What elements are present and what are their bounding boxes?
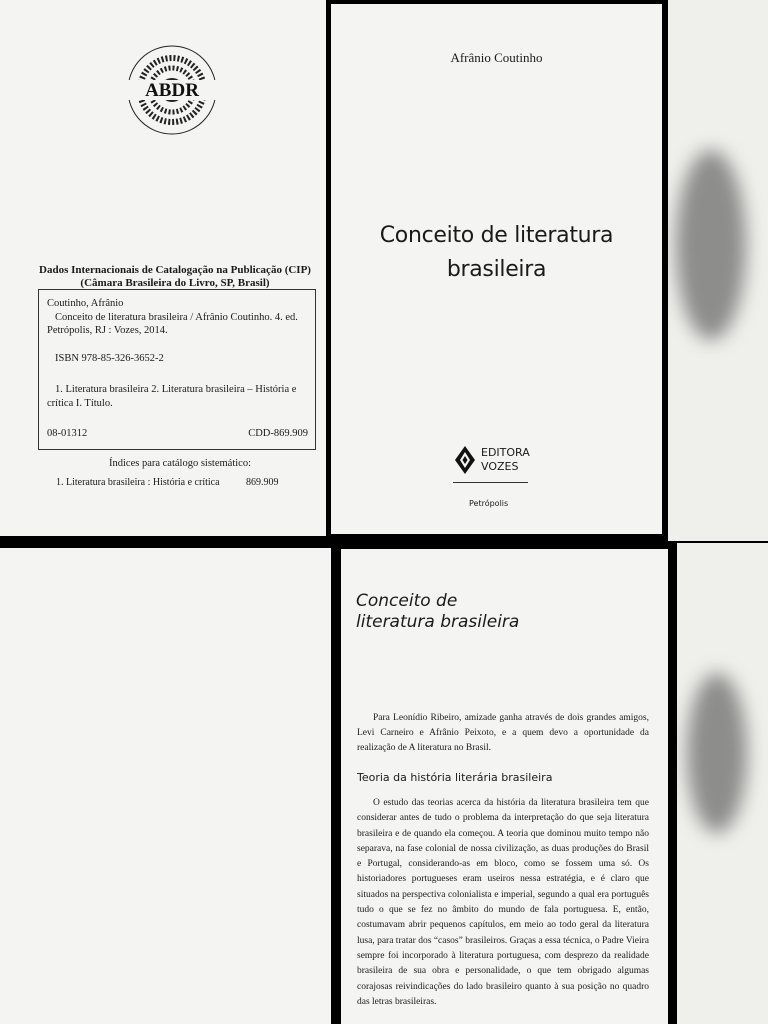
cip-title-entry: Conceito de literatura brasileira / Afrânio Coutinho. 4. ed.: [55, 312, 298, 323]
adjacent-page-edge-bottom: [677, 543, 768, 1024]
book-title-line-2: brasileira: [446, 257, 547, 282]
cip-control-number: 08-01312: [47, 428, 88, 439]
dedication-paragraph: Para Leonídio Ribeiro, amizade ganha através de dois grandes amigos, Levi Carneiro e Afrânio Peixoto, e a quem devo a oportunidade da realização de A literatura no Brasil.: [357, 713, 649, 753]
bleed-through-smudge: [676, 150, 746, 340]
vozes-logo-icon: [453, 444, 477, 476]
book-title-line-1: Conceito de literatura: [379, 223, 614, 248]
title-page: [331, 4, 662, 534]
cip-subjects-cont: crítica I. Título.: [47, 398, 113, 409]
publisher-city: Petrópolis: [469, 499, 509, 508]
abdr-seal-icon: [118, 36, 226, 144]
body-paragraph: O estudo das teorias acerca da história da literatura brasileira tem que considerar antes de tudo o problema da interpretação do que seja literatura brasileira e de quando ela começou. A teoria que dominou muito tempo não separava, na fase colonial de nossa civilização, as duas produções do Brasil e Portugal, considerando-as em bloco, como se fossem uma só. Os historiadores portugueses eram useiros nessa estratégia, e é claro que situados na perspectiva colonialista e imperial, segundo a qual era português tudo o que se fez no âmbito do mundo de fala portuguesa. E, então, costumavam abrir pequenos capítulos, em meio ao todo geral da literatura lusa, para tratar dos “casos” brasileiros. Graças a essa técnica, o Padre Vieira sempre foi incorporado à literatura portuguesa, com desprezo da realidade brasileira de sua obra e personalidade, o que tem obrigado algumas corajosas reivindicações do lado brasileiro quanto à sua posição no quadro das letras brasileiras.: [357, 798, 649, 1007]
copyright-page: [0, 0, 326, 536]
bleed-through-smudge: [687, 673, 747, 833]
index-number: 869.909: [246, 477, 279, 488]
cip-title-line-1: Dados Internacionais de Catalogação na Publicação (CIP): [39, 264, 311, 276]
cip-cdd: CDD-869.909: [248, 428, 308, 439]
chapter-title-line-1: Conceito de: [356, 591, 458, 611]
section-heading: Teoria da história literária brasileira: [357, 771, 553, 784]
chapter-page: [341, 549, 668, 1024]
chapter-title-line-2: literatura brasileira: [356, 612, 520, 632]
seal-lettering: ABDR: [145, 80, 199, 101]
cip-isbn: ISBN 978-85-326-3652-2: [55, 353, 164, 364]
chapter-title: [356, 591, 519, 633]
index-title: Índices para catálogo sistemático:: [109, 458, 251, 469]
cip-imprint: Petrópolis, RJ : Vozes, 2014.: [47, 325, 168, 336]
adjacent-page-edge-top: [668, 0, 768, 541]
cip-author: Coutinho, Afrânio: [47, 298, 124, 309]
cip-title-line-2: (Câmara Brasileira do Livro, SP, Brasil): [80, 277, 270, 289]
publisher-name-line-2: VOZES: [481, 460, 519, 473]
author-name: Afrânio Coutinho: [450, 50, 543, 65]
publisher-name-line-1: EDITORA: [481, 446, 530, 459]
book-title: [331, 219, 662, 287]
blank-page: [0, 548, 331, 1024]
publisher-rule: [453, 482, 528, 483]
index-entry: 1. Literatura brasileira : História e crítica: [56, 477, 220, 488]
cip-subjects: 1. Literatura brasileira 2. Literatura brasileira – História e: [55, 384, 297, 395]
cip-record-box: [38, 289, 316, 450]
